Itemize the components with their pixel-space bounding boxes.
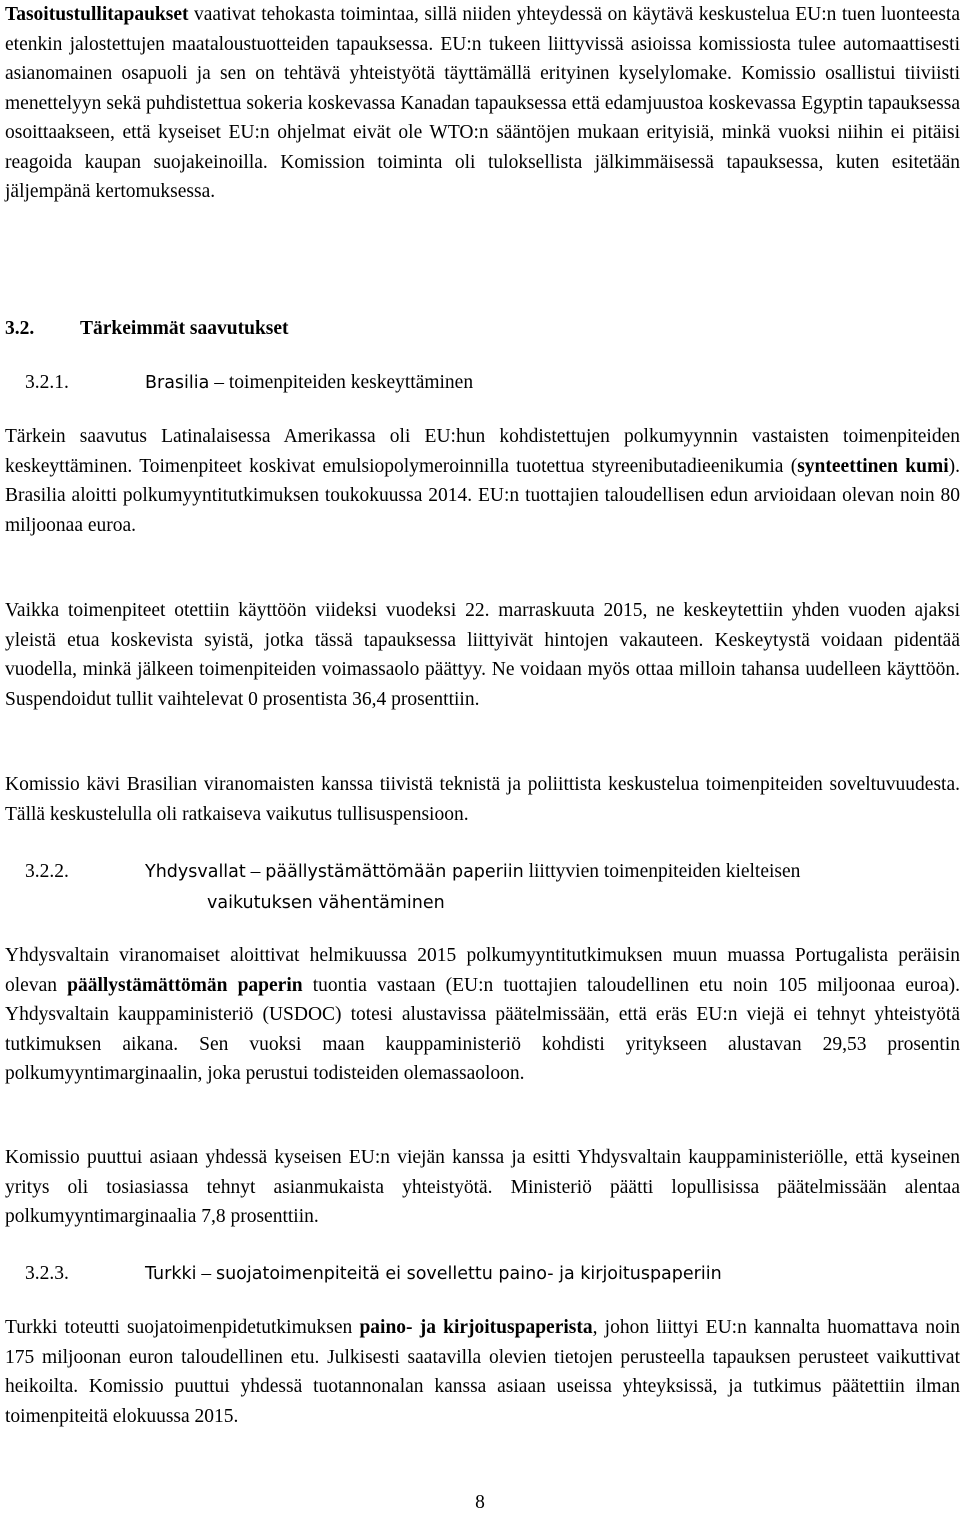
page-number: 8 [475,1492,485,1513]
bold-term: paino- ja kirjoituspaperista [359,1317,593,1338]
section-heading-3-2 [5,314,289,344]
subsection-heading-3-2-1 [25,368,960,399]
subsection-heading-3-2-2 [25,857,960,918]
paragraph-turkki: Turkki toteutti suojatoimenpidetutkimuksen paino- ja kirjoituspaperista, johon liittyi EU:n kannalta huomattava noin 175 miljoonan euron taloudellinen etu. Julkisesti saatavilla olevien tietojen perusteella tapauksen perusteet vaikuttivat heikoilta. Komissio puuttui yhdessä tuotannonalan kanssa asiaan useissa yhteyksissä, ja tutkimus päätettiin ilman toimenpiteitä elokuussa 2015. [5,1317,960,1427]
bold-term: synteettinen kumi [797,455,949,477]
paragraph-yhdysvallat-2: Komissio puuttui asiaan yhdessä kyseisen EU:n viejän kanssa ja esitti Yhdysvaltain kauppaministeriölle, että kyseinen yritys oli tosiasiassa tehnyt asianmukaista yhteistyötä. Ministeriö päätti lopullisissa päätelmissään alentaa polkumyyntimarginaalia 7,8 prosenttiin. [5,1147,960,1227]
subsection-title: Yhdysvallat – päällystämättömään paperiin liittyvien toimenpiteiden kielteisen vaikutuksen vähentäminen [145,861,801,913]
paragraph-brasilia-2: Vaikka toimenpiteet otettiin käyttöön viideksi vuodeksi 22. marraskuuta 2015, ne keskeytettiin yhden vuoden ajaksi yleistä etua koskevista syistä, jotka tässä tapauksessa liittyivät hintojen vakauteen. Keskeytystä voidaan pidentää vuodella, minkä jälkeen toimenpiteiden voimassaolo päättyy. Ne voidaan myös ottaa milloin tahansa uudelleen käyttöön. Suspendoidut tullit vaihtelevat 0 prosentista 36,4 prosenttiin. [5,600,960,710]
paragraph-tasoitustulli [5,0,960,207]
subsection-number: 3.2.3. [25,1263,69,1284]
subsection-number: 3.2.1. [25,372,69,393]
section-title: Tärkeimmät saavutukset [80,318,289,339]
subsection-number: 3.2.2. [25,861,69,882]
paragraph-brasilia-1: Tärkein saavutus Latinalaisessa Amerikassa oli EU:hun kohdistettujen polkumyynnin vastaisten toimenpiteiden keskeyttäminen. Toimenpiteet koskivat emulsiopolymeroinnilla tuotettua styreenibutadieenikumia (synteettinen kumi). Brasilia aloitti polkumyyntitutkimuksen toukokuussa 2014. EU:n tuottajien taloudellisen edun arvioidaan olevan noin 80 miljoonaa euroa. [5,426,960,536]
subsection-heading-3-2-3 [25,1259,960,1290]
subsection-title: Turkki – suojatoimenpiteitä ei sovellettu paino- ja kirjoituspaperiin [145,1263,722,1284]
subsection-title: Brasilia – toimenpiteiden keskeyttäminen [145,372,474,393]
bold-term: Tasoitustullitapaukset [5,4,189,25]
paragraph-text: vaativat tehokasta toimintaa, sillä niiden yhteydessä on käytävä keskustelua EU:n tuen luonteesta etenkin jalostettujen maataloustuotteiden tapauksessa. EU:n tukeen liittyvissä asioissa komissiosta tulee automaattisesti asianomainen osapuoli ja sen on tehtävä yhteistyötä täyttämällä erityinen kyselylomake. Komissio osallistui tiiviisti menettelyyn sekä puhdistettua sokeria koskevassa Kanadan tapauksessa että edamjuustoa koskevassa Egyptin tapauksessa osoittaakseen, että kyseiset EU:n ohjelmat eivät ole WTO:n sääntöjen mukaan erityisiä, minkä vuoksi niihin ei pitäisi reagoida kaupan suojakeinoilla. Komission toiminta oli tuloksellista jälkimmäisessä tapauksessa, kuten esitetään jäljempänä kertomuksessa. [5,4,960,202]
section-number: 3.2. [5,318,35,339]
paragraph-yhdysvallat-1: Yhdysvaltain viranomaiset aloittivat helmikuussa 2015 polkumyyntitutkimuksen muun muassa Portugalista peräisin olevan päällystämättömän paperin tuontia vastaan (EU:n tuottajien taloudellinen etu noin 105 miljoonaa euroa). Yhdysvaltain kauppaministeriö (USDOC) totesi alustavissa päätelmissään, että eräs EU:n viejä ei tehnyt yhteistyötä tutkimuksen aikana. Sen vuoksi maan kauppaministeriö kohdisti yritykseen alustavan 29,53 prosentin polkumyyntimarginaalin, joka perustui todisteiden olemassaoloon. [5,945,960,1084]
paragraph-brasilia-3: Komissio kävi Brasilian viranomaisten kanssa tiivistä teknistä ja poliittista keskustelua toimenpiteiden soveltuvuudesta. Tällä keskustelulla oli ratkaiseva vaikutus tullisuspensioon. [5,774,960,825]
bold-term: päällystämättömän paperin [67,974,303,996]
